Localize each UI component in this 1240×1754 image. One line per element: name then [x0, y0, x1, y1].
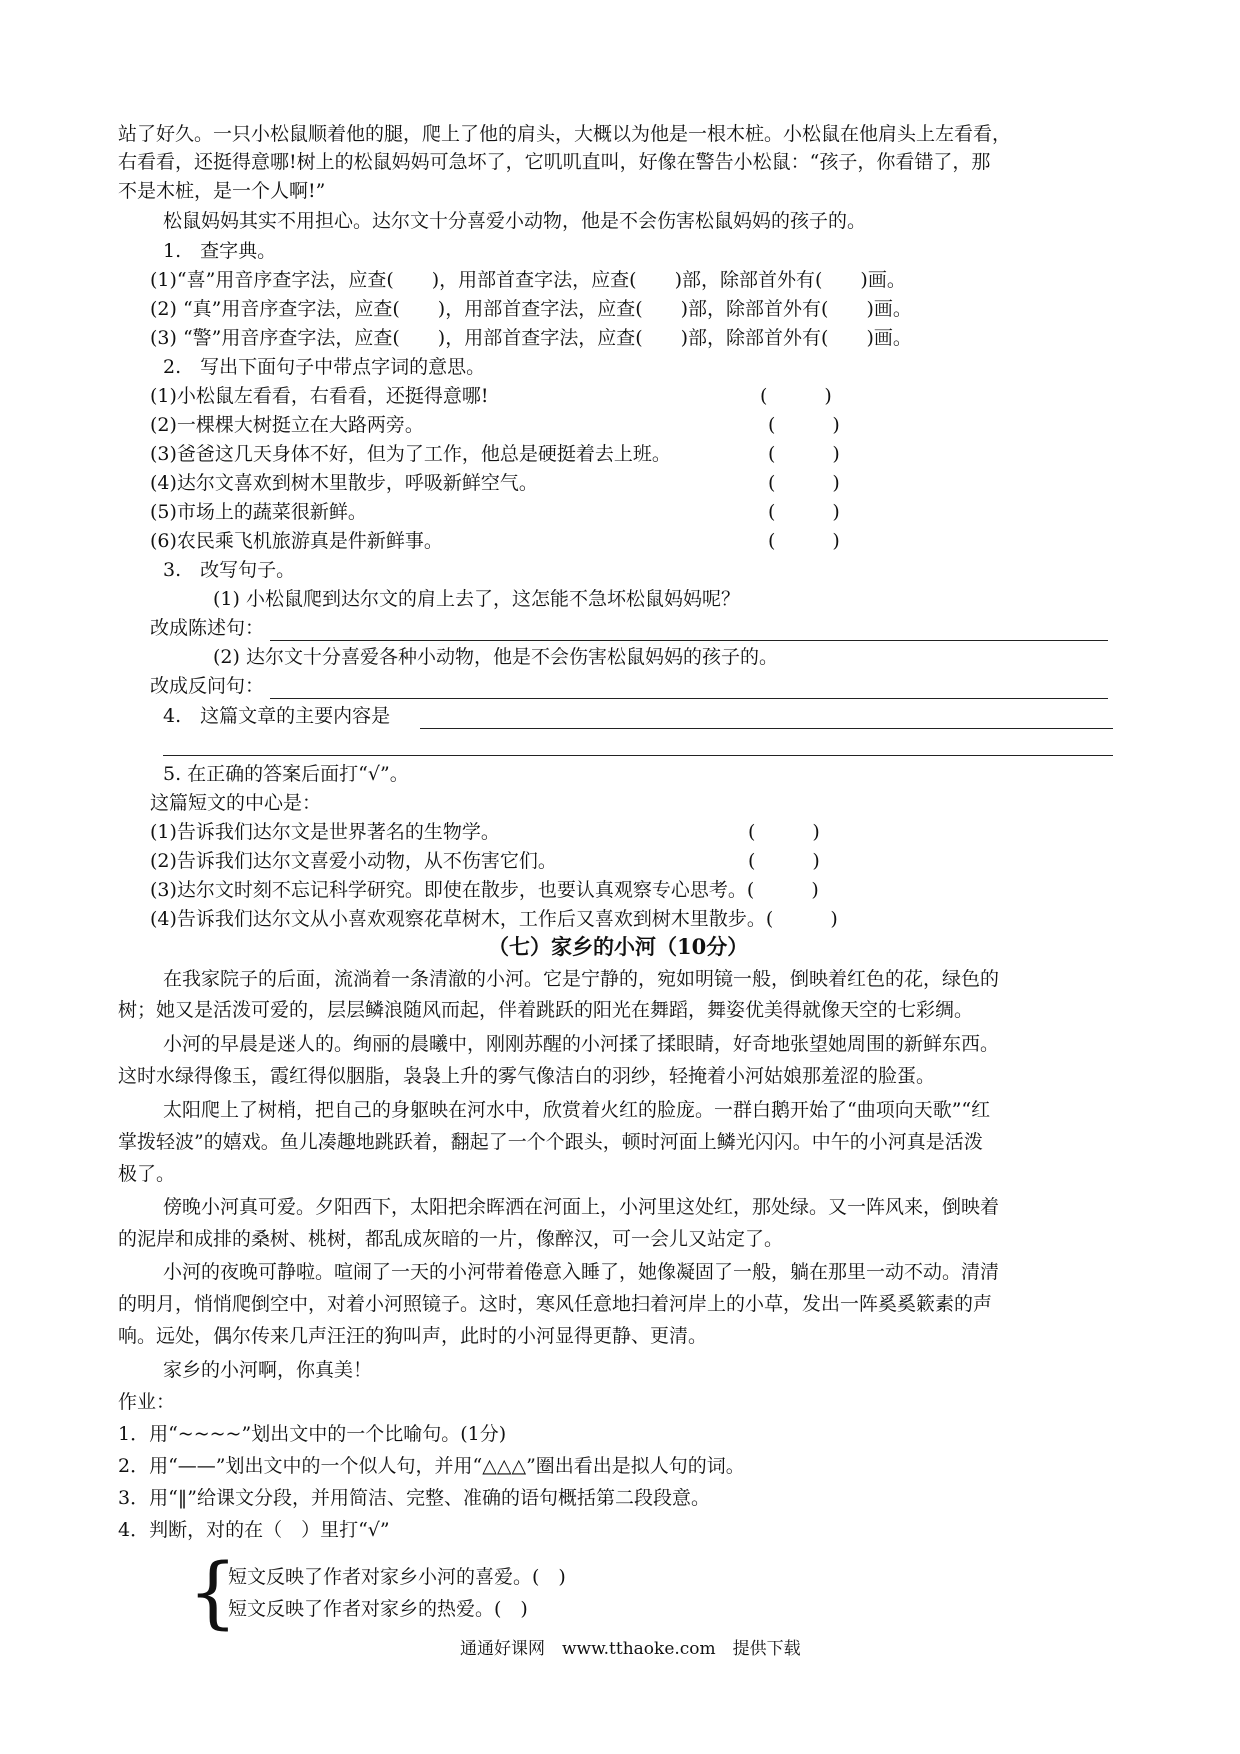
- question-2-item: (4)达尔文喜欢到树木里散步，呼吸新鲜空气。: [150, 472, 538, 494]
- passage-line: 的明月，悄悄爬倒空中，对着小河照镜子。这时，寒风任意地扫着河岸上的小草，发出一阵奚奚簌素的声: [118, 1293, 993, 1315]
- question-3-heading: 3. 改写句子。: [163, 559, 296, 581]
- judgement-statement: 短文反映了作者对家乡小河的喜爱。( ): [228, 1566, 566, 1588]
- answer-blank[interactable]: ( ): [760, 385, 832, 407]
- homework-heading: 作业：: [118, 1391, 176, 1413]
- passage-line: 极了。: [118, 1163, 176, 1185]
- question-1-heading: 1. 查字典。: [163, 240, 277, 262]
- question-1-item: (1)“喜”用音序查字法，应查( )，用部首查字法，应查( )部，除部首外有( )画。: [150, 269, 906, 291]
- footer-source: 通通好课网 www.tthaoke.com 提供下载: [460, 1639, 801, 1659]
- answer-blank[interactable]: ( ): [768, 501, 840, 523]
- passage-line: 傍晚小河真可爱。夕阳西下，太阳把余晖洒在河面上，小河里这处红，那处绿。又一阵风来，倒映着: [163, 1196, 1000, 1218]
- question-5-option: (2)告诉我们达尔文喜爱小动物，从不伤害它们。: [150, 850, 557, 872]
- passage-line: 在我家院子的后面，流淌着一条清澈的小河。它是宁静的，宛如明镜一般，倒映着红色的花，绿色的: [163, 968, 1000, 990]
- question-2-item: (6)农民乘飞机旅游真是件新鲜事。: [150, 530, 443, 552]
- question-1-item: (3) “警”用音序查字法，应查( )，用部首查字法，应查( )部，除部首外有( )画。: [150, 327, 912, 349]
- question-5-option: (4)告诉我们达尔文从小喜欢观察花草树木，工作后又喜欢到树木里散步。( ): [150, 908, 838, 930]
- passage-line: 的泥岸和成排的桑树、桃树，都乱成灰暗的一片，像醉汉，可一会儿又站定了。: [118, 1228, 784, 1250]
- rewrite-label: 改成反问句：: [150, 675, 265, 697]
- question-3-sentence: (2) 达尔文十分喜爱各种小动物，他是不会伤害松鼠妈妈的孩子的。: [213, 646, 778, 668]
- passage-line: 小河的早晨是迷人的。绚丽的晨曦中，刚刚苏醒的小河揉了揉眼睛，好奇地张望她周围的新鲜东西。: [163, 1033, 1000, 1055]
- question-2-heading: 2. 写出下面句子中带点字词的意思。: [163, 356, 486, 378]
- question-2-item: (2)一棵棵大树挺立在大路两旁。: [150, 414, 424, 436]
- passage-line: 小河的夜晚可静啦。喧闹了一天的小河带着倦意入睡了，她像凝固了一般，躺在那里一动不动。清清: [163, 1261, 1000, 1283]
- answer-line[interactable]: [420, 728, 1113, 729]
- question-5-option: (1)告诉我们达尔文是世界著名的生物学。: [150, 821, 500, 843]
- question-2-item: (3)爸爸这几天身体不好，但为了工作，他总是硬挺着去上班。: [150, 443, 671, 465]
- question-5-option: (3)达尔文时刻不忘记科学研究。即使在散步，也要认真观察专心思考。( ): [150, 879, 819, 901]
- answer-line[interactable]: [270, 698, 1108, 699]
- question-3-sentence: (1) 小松鼠爬到达尔文的肩上去了，这怎能不急坏松鼠妈妈呢？: [213, 588, 740, 610]
- curly-brace: {: [188, 1548, 238, 1638]
- judgement-statement: 短文反映了作者对家乡的热爱。( ): [228, 1598, 528, 1620]
- passage-line: 不是木桩，是一个人啊!”: [118, 180, 326, 202]
- answer-line[interactable]: [163, 755, 1113, 756]
- answer-blank[interactable]: ( ): [748, 850, 820, 872]
- rewrite-label: 改成陈述句：: [150, 617, 265, 639]
- answer-blank[interactable]: ( ): [768, 414, 840, 436]
- question-5-heading: 5. 在正确的答案后面打“√”。: [163, 763, 409, 785]
- passage-line: 右看看，还挺得意哪!树上的松鼠妈妈可急坏了，它叽叽直叫，好像在警告小松鼠：“孩子，你看错了，那: [118, 151, 991, 173]
- homework-item: 2．用“——”划出文中的一个似人句，并用“△△△”圈出看出是拟人句的词。: [118, 1455, 745, 1477]
- passage-line: 太阳爬上了树梢，把自己的身躯映在河水中，欣赏着火红的脸庞。一群白鹅开始了“曲项向天歌”“红: [163, 1099, 991, 1121]
- passage-line: 松鼠妈妈其实不用担心。达尔文十分喜爱小动物，他是不会伤害松鼠妈妈的孩子的。: [163, 210, 867, 232]
- passage-line: 这时水绿得像玉，霞红得似胭脂，袅袅上升的雾气像洁白的羽纱，轻掩着小河姑娘那羞涩的脸蛋。: [118, 1065, 936, 1087]
- question-2-item: (5)市场上的蔬菜很新鲜。: [150, 501, 367, 523]
- question-5-prompt: 这篇短文的中心是：: [150, 792, 322, 814]
- question-4-heading: 4. 这篇文章的主要内容是: [163, 705, 391, 727]
- answer-blank[interactable]: ( ): [768, 472, 840, 494]
- question-1-item: (2) “真”用音序查字法，应查( )，用部首查字法，应查( )部，除部首外有( )画。: [150, 298, 912, 320]
- homework-item: 1．用“~~~~”划出文中的一个比喻句。(1分): [118, 1423, 507, 1445]
- passage-line: 站了好久。一只小松鼠顺着他的腿，爬上了他的肩头，大概以为他是一根木桩。小松鼠在他肩头上左看看，: [118, 123, 1012, 145]
- passage-line: 家乡的小河啊，你真美！: [163, 1359, 373, 1381]
- answer-blank[interactable]: ( ): [748, 821, 820, 843]
- passage-line: 掌拨轻波”的嬉戏。鱼儿凑趣地跳跃着，翻起了一个个跟头，顿时河面上鳞光闪闪。中午的小河真是活泼: [118, 1131, 983, 1153]
- homework-item: 3．用“‖”给课文分段，并用简洁、完整、准确的语句概括第二段段意。: [118, 1487, 711, 1509]
- question-2-item: (1)小松鼠左看看，右看看，还挺得意哪!: [150, 385, 489, 407]
- homework-item: 4．判断，对的在（ ）里打“√”: [118, 1519, 390, 1541]
- answer-blank[interactable]: ( ): [768, 443, 840, 465]
- passage-line: 响。远处，偶尔传来几声汪汪的狗叫声，此时的小河显得更静、更清。: [118, 1325, 708, 1347]
- answer-blank[interactable]: ( ): [768, 530, 840, 552]
- answer-line[interactable]: [270, 640, 1108, 641]
- section-title: （七）家乡的小河（10分）: [488, 934, 749, 959]
- passage-line: 树；她又是活泼可爱的，层层鳞浪随风而起，伴着跳跃的阳光在舞蹈，舞姿优美得就像天空的七彩绸。: [118, 999, 974, 1021]
